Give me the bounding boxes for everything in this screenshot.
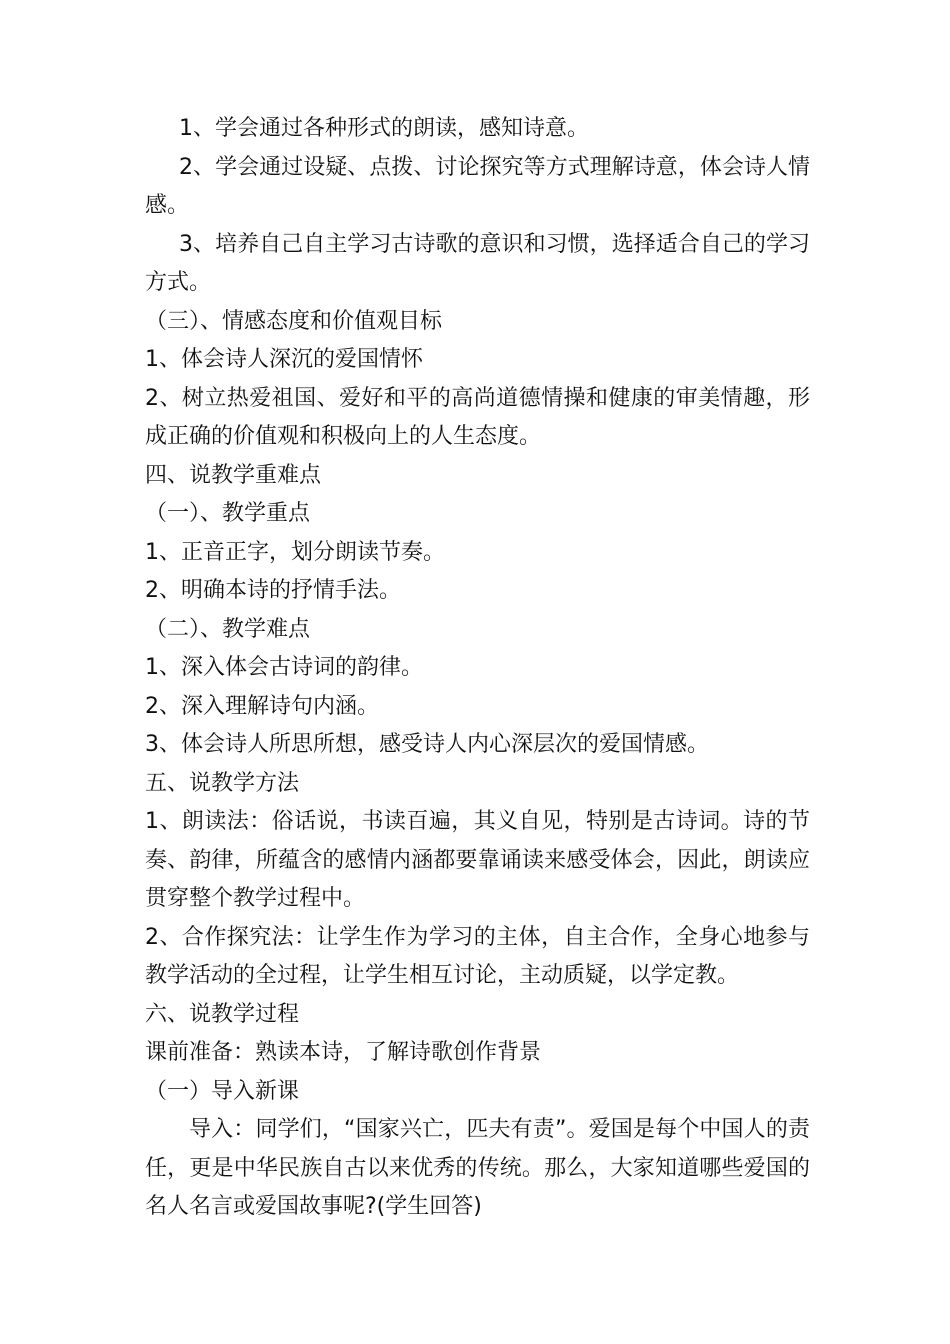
subheading-difficult-points: （二）、教学难点 xyxy=(145,616,311,642)
emotion-goal-2: 2、树立热爱祖国、爱好和平的高尚道德情操和健康的审美情趣，形成正确的价值观和积极向上的人生态度。 xyxy=(145,385,810,449)
section-heading-emotion-goals: （三）、情感态度和价值观目标 xyxy=(145,308,443,334)
section-heading-teaching-process: 六、说教学过程 xyxy=(145,1001,300,1027)
difficult-point-2: 2、深入理解诗句内涵。 xyxy=(145,693,379,719)
difficult-point-3: 3、体会诗人所思所想，感受诗人内心深层次的爱国情感。 xyxy=(145,732,709,757)
document-body xyxy=(145,110,810,1227)
objective-item-3: 3、培养自己自主学习古诗歌的意识和习惯，选择适合自己的学习方式。 xyxy=(145,231,810,295)
method-cooperative: 2、合作探究法：让学生作为学习的主体，自主合作，全身心地参与教学活动的全过程，让学生相互讨论，主动质疑，以学定教。 xyxy=(145,924,810,988)
introduction-paragraph: 导入：同学们，“国家兴亡，匹夫有责”。爱国是每个中国人的责任，更是中华民族自古以来优秀的传统。那么，大家知道哪些爱国的名人名言或爱国故事呢?(学生回答) xyxy=(145,1117,810,1219)
section-heading-teaching-methods: 五、说教学方法 xyxy=(145,770,300,796)
pre-class-preparation: 课前准备：熟读本诗，了解诗歌创作背景 xyxy=(145,1040,542,1065)
key-point-1: 1、正音正字，划分朗读节奏。 xyxy=(145,539,445,565)
emotion-goal-1: 1、体会诗人深沉的爱国情怀 xyxy=(145,347,423,372)
subheading-introduction: （一）导入新课 xyxy=(145,1078,300,1104)
method-reading: 1、朗读法：俗话说，书读百遍，其义自见，特别是古诗词。诗的节奏、韵律，所蕴含的感情内涵都要靠诵读来感受体会，因此，朗读应贯穿整个教学过程中。 xyxy=(145,809,810,911)
difficult-point-1: 1、深入体会古诗词的韵律。 xyxy=(145,655,423,680)
section-heading-key-difficult-points: 四、说教学重难点 xyxy=(145,462,322,488)
objective-item-2: 2、学会通过设疑、点拨、讨论探究等方式理解诗意，体会诗人情感。 xyxy=(145,154,810,218)
key-point-2: 2、明确本诗的抒情手法。 xyxy=(145,578,401,603)
subheading-key-points: （一）、教学重点 xyxy=(145,501,311,526)
objective-item-1: 1、学会通过各种形式的朗读，感知诗意。 xyxy=(179,116,589,141)
